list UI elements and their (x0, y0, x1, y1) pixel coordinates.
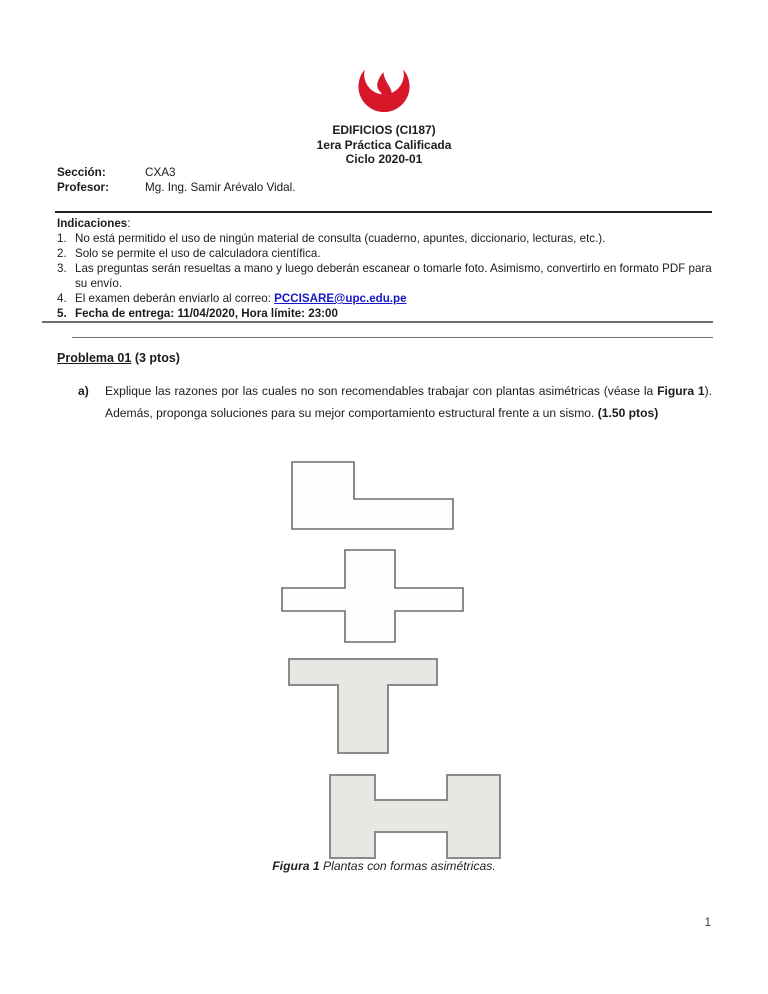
instruction-item-2 (57, 246, 713, 261)
instruction-item-5 (57, 306, 713, 321)
item-number: 2. (57, 247, 67, 260)
item-a-label: a) (78, 384, 89, 398)
item-text: Solo se permite el uso de calculadora científica. (75, 247, 321, 260)
figure-caption (0, 859, 768, 873)
document-title-block (0, 123, 768, 167)
figure-1-plans (270, 450, 520, 870)
figure-caption-label: Figura 1 (272, 859, 320, 873)
item-number: 5. (57, 307, 67, 320)
professor-label: Profesor: (57, 180, 109, 194)
item-text: El examen deberán enviarlo al correo: PCCISARE@upc.edu.pe (75, 292, 407, 305)
problem-heading (57, 351, 180, 365)
item-a-text-1: Explique las razones por las cuales no son recomendables trabajar con plantas asimétricas (véase la (105, 384, 658, 398)
instruction-item-4 (57, 291, 713, 306)
problem-points: (3 ptos) (131, 351, 180, 365)
email-link[interactable]: PCCISARE@upc.edu.pe (274, 292, 407, 305)
t-shape-plan (289, 659, 437, 753)
section-row (57, 166, 296, 181)
l-shape-plan (292, 462, 453, 529)
course-title: EDIFICIOS (CI187) (332, 123, 436, 137)
item-text: Las preguntas serán resueltas a mano y luego deberán escanear o tomarle foto. Asimismo, convertirlo en formato PDF para su envío. (75, 262, 712, 290)
professor-row (57, 181, 296, 196)
h-shape-plan (330, 775, 500, 858)
item-number: 1. (57, 232, 67, 245)
instructions-section (57, 216, 713, 321)
section-value: CXA3 (145, 166, 176, 179)
item-number: 3. (57, 262, 67, 275)
item-text: Fecha de entrega: 11/04/2020, Hora límite: 23:00 (75, 307, 338, 320)
item-a-bold-points: (1.50 ptos) (597, 406, 659, 420)
professor-value: Mg. Ing. Samir Arévalo Vidal. (145, 180, 296, 194)
instructions-heading: Indicaciones: (57, 217, 131, 230)
section-divider-line-top (42, 321, 713, 323)
instruction-item-3 (57, 261, 713, 291)
item-a-bold-figura: Figura 1 (657, 384, 705, 398)
item-a-text-2: ). Además, proponga soluciones para su mejor comportamiento estructural frente a un sismo. (105, 384, 713, 420)
item-number: 4. (57, 292, 67, 305)
info-block (57, 166, 296, 195)
instruction-item-1 (57, 231, 713, 246)
cycle-title: Ciclo 2020-01 (345, 152, 423, 166)
problem-item-a (78, 380, 713, 424)
upc-logo-icon (352, 62, 416, 118)
page-number: 1 (704, 917, 711, 929)
cross-shape-plan (282, 550, 463, 642)
item-text: No está permitido el uso de ningún material de consulta (cuaderno, apuntes, diccionario, lecturas, etc.). (75, 232, 606, 245)
section-divider-line-bottom (72, 337, 713, 338)
figure-caption-text: Plantas con formas asimétricas. (319, 859, 496, 873)
problem-title: Problema 01 (57, 351, 132, 365)
header-divider-line (55, 211, 712, 213)
exam-title: 1era Práctica Calificada (316, 137, 452, 152)
section-label: Sección: (57, 166, 106, 179)
